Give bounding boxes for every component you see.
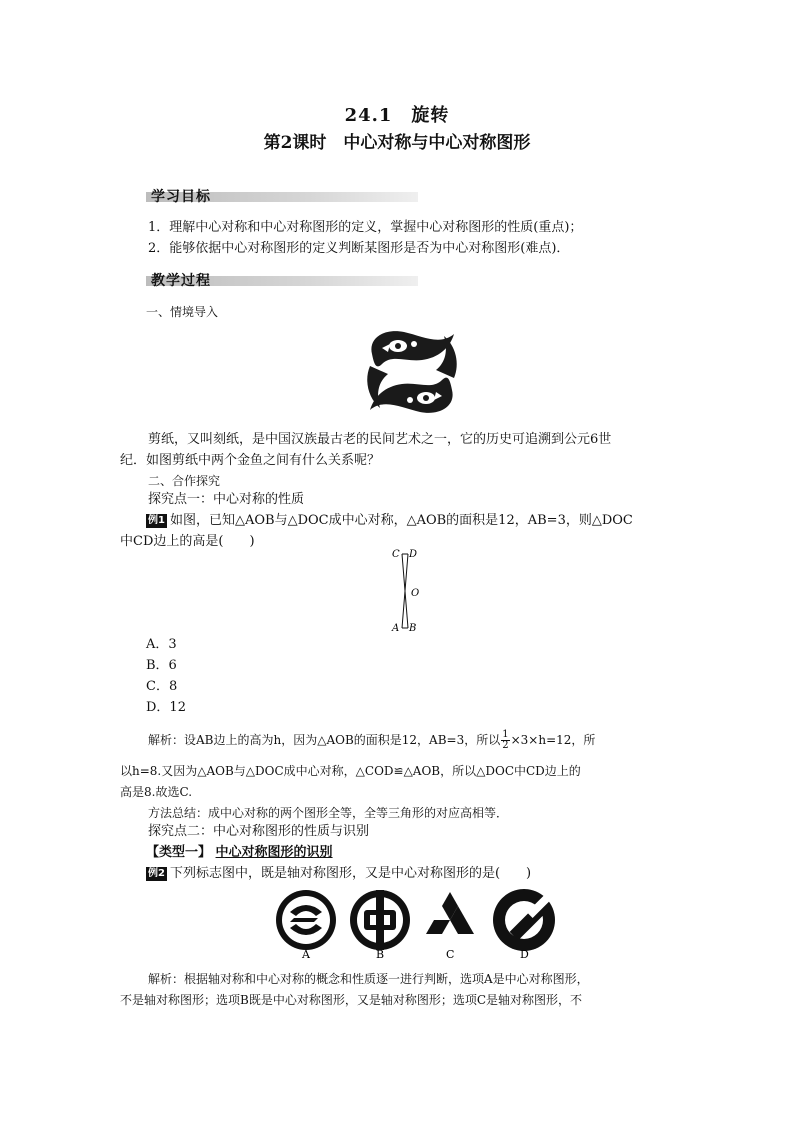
analysis1-line3: 高是8.故选C. — [120, 785, 193, 799]
intro-paragraph-line2: 纪．如图剪纸中两个金鱼之间有什么关系呢？ — [120, 453, 381, 468]
objectives-label: 学习目标 — [151, 189, 211, 205]
example1-line2: 中CD边上的高是( ) — [120, 534, 255, 549]
logo-b-icon — [350, 890, 410, 950]
logo-a-icon — [276, 890, 336, 950]
type1-label: 【类型一】 — [146, 845, 212, 860]
option-d: D．12 — [146, 700, 186, 715]
fraction-half — [501, 730, 509, 751]
point1-heading: 探究点一：中心对称的性质 — [148, 492, 305, 507]
example2-text: 下列标志图中，既是轴对称图形，又是中心对称图形的是( ) — [169, 866, 532, 881]
fraction-denominator: 2 — [502, 740, 509, 751]
analysis1-text-a: 解析：设AB边上的高为h，因为△AOB的面积是12，AB=3，所以 — [148, 733, 501, 747]
logo-c-icon — [426, 892, 474, 934]
label-b: B — [409, 623, 417, 634]
example1-line1 — [146, 511, 633, 531]
fraction-numerator: 1 — [502, 729, 509, 740]
logo-label-b: B — [376, 948, 385, 958]
objective-1: 1．理解中心对称和中心对称图形的定义，掌握中心对称图形的性质(重点)； — [148, 220, 583, 235]
type1-title: 中心对称图形的识别 — [215, 845, 333, 860]
paper-cut-goldfish-image — [362, 324, 462, 420]
label-d: D — [409, 549, 418, 560]
page-subtitle: 第2课时 中心对称与中心对称图形 — [263, 133, 531, 153]
label-c: C — [392, 549, 400, 560]
analysis1-line1 — [148, 730, 595, 751]
label-a: A — [392, 623, 400, 634]
part2-heading: 二、合作探究 — [148, 474, 221, 488]
type1-heading — [146, 843, 333, 863]
process-banner — [146, 270, 418, 290]
objectives-banner — [146, 186, 418, 206]
part1-heading: 一、情境导入 — [146, 305, 219, 319]
logo-label-c: C — [446, 948, 455, 958]
logo-options — [270, 888, 560, 958]
label-o: O — [411, 588, 420, 599]
page-title: 24.1 旋转 — [344, 105, 450, 126]
example1-text: 如图，已知△AOB与△DOC成中心对称，△AOB的面积是12，AB=3，则△DOC — [169, 513, 633, 528]
analysis2-line2: 不是轴对称图形；选项B既是中心对称图形，又是轴对称图形；选项C是轴对称图形，不 — [120, 993, 583, 1007]
logo-d-icon — [493, 889, 555, 951]
objective-2: 2．能够依据中心对称图形的定义判断某图形是否为中心对称图形(难点)． — [148, 241, 570, 256]
triangle-figure — [380, 546, 440, 636]
logo-label-a: A — [302, 948, 310, 958]
analysis2-line1: 解析：根据轴对称和中心对称的概念和性质逐一进行判断，选项A是中心对称图形， — [148, 972, 589, 986]
option-b: B．6 — [146, 658, 177, 673]
example2-line — [146, 864, 531, 884]
method-summary: 方法总结：成中心对称的两个图形全等，全等三角形的对应高相等． — [148, 806, 509, 820]
process-label: 教学过程 — [151, 273, 211, 289]
option-a: A．3 — [146, 637, 177, 652]
point2-heading: 探究点二：中心对称图形的性质与识别 — [148, 824, 370, 839]
example2-tag: 例2 — [148, 868, 165, 879]
analysis1-line2: 以h=8.又因为△AOB与△DOC成中心对称，△COD≌△AOB，所以△DOC中CD边上的 — [120, 764, 581, 778]
logo-label-d: D — [520, 948, 529, 958]
intro-paragraph-line1: 剪纸，又叫刻纸，是中国汉族最古老的民间艺术之一，它的历史可追溯到公元6世 — [148, 432, 612, 447]
example1-tag: 例1 — [148, 515, 165, 526]
analysis1-text-b: ×3×h=12，所 — [510, 733, 596, 747]
option-c: C．8 — [146, 679, 178, 694]
